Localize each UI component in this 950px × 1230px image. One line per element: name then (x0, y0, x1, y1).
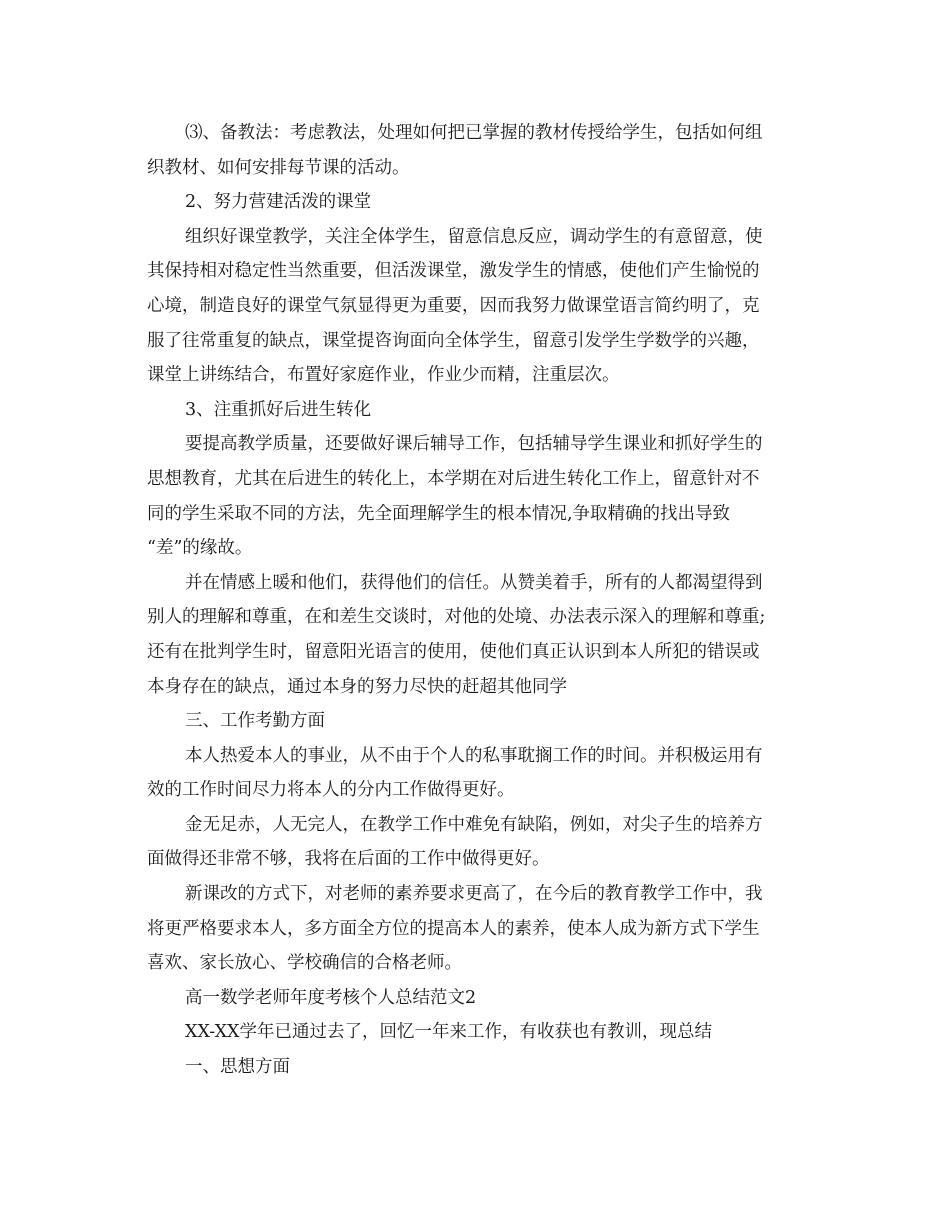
text-line: 其保持相对稳定性当然重要，但活泼课堂，激发学生的情感，使他们产生愉悦的 (147, 261, 760, 282)
text-line: 将更严格要求本人，多方面全方位的提高本人的素养，使本人成为新方式下学生 (147, 918, 760, 939)
text-line: ⑶、备教法：考虑教法，处理如何把已掌握的教材传授给学生，包括如何组 (185, 123, 763, 143)
text-line: 本身存在的缺点，通过本身的努力尽快的赶超其他同学 (147, 676, 567, 697)
text-line: 金无足赤，人无完人，在教学工作中难免有缺陷，例如，对尖子生的培养方 (185, 814, 763, 835)
text-line: 织教材、如何安排每节课的活动。 (147, 157, 410, 178)
text-line: 高一数学老师年度考核个人总结范文2 (185, 987, 477, 1008)
text-line: 面做得还非常不够，我将在后面的工作中做得更好。 (147, 849, 550, 870)
text-line: 三、工作考勤方面 (185, 711, 325, 732)
text-line: 本人热爱本人的事业，从不由于个人的私事耽搁工作的时间。并积极运用有 (185, 745, 763, 766)
text-line: 心境，制造良好的课堂气氛显得更为重要，因而我努力做课堂语言简约明了，克 (147, 295, 760, 316)
document-body (147, 116, 807, 1085)
text-line: 思想教育，尤其在后进生的转化上，本学期在对后进生转化工作上，留意针对不 (147, 468, 760, 489)
text-line: “差”的缘故。 (147, 538, 253, 559)
text-line: 并在情感上暖和他们，获得他们的信任。从赞美着手，所有的人都渴望得到 (185, 572, 763, 593)
text-line: 同的学生采取不同的方法，先全面理解学生的根本情况,争取精确的找出导致 (147, 503, 731, 524)
text-line: XX-XX学年已通过去了，回忆一年来工作，有收获也有教训，现总结 (185, 1022, 712, 1043)
text-line: 新课改的方式下，对老师的素养要求更高了，在今后的教育教学工作中，我 (185, 884, 763, 905)
text-line: 喜欢、家长放心、学校确信的合格老师。 (147, 953, 462, 974)
text-line: 要提高教学质量，还要做好课后辅导工作，包括辅导学生课业和抓好学生的 (185, 434, 763, 455)
text-line: 一、思想方面 (185, 1057, 290, 1078)
text-line: 还有在批判学生时，留意阳光语言的使用，使他们真正认识到本人所犯的错误或 (147, 641, 760, 662)
text-line: 课堂上讲练结合，布置好家庭作业，作业少而精，注重层次。 (147, 365, 620, 386)
text-line: 别人的理解和尊重，在和差生交谈时，对他的处境、办法表示深入的理解和尊重; (147, 607, 766, 628)
text-line: 3、注重抓好后进生转化 (185, 399, 372, 420)
text-line: 组织好课堂教学，关注全体学生，留意信息反应，调动学生的有意留意，使 (185, 226, 763, 247)
text-line: 效的工作时间尽力将本人的分内工作做得更好。 (147, 780, 515, 801)
text-line: 服了往常重复的缺点，课堂提咨询面向全体学生，留意引发学生学数学的兴趣， (147, 330, 760, 351)
text-line: 2、努力营建活泼的课堂 (185, 192, 372, 213)
